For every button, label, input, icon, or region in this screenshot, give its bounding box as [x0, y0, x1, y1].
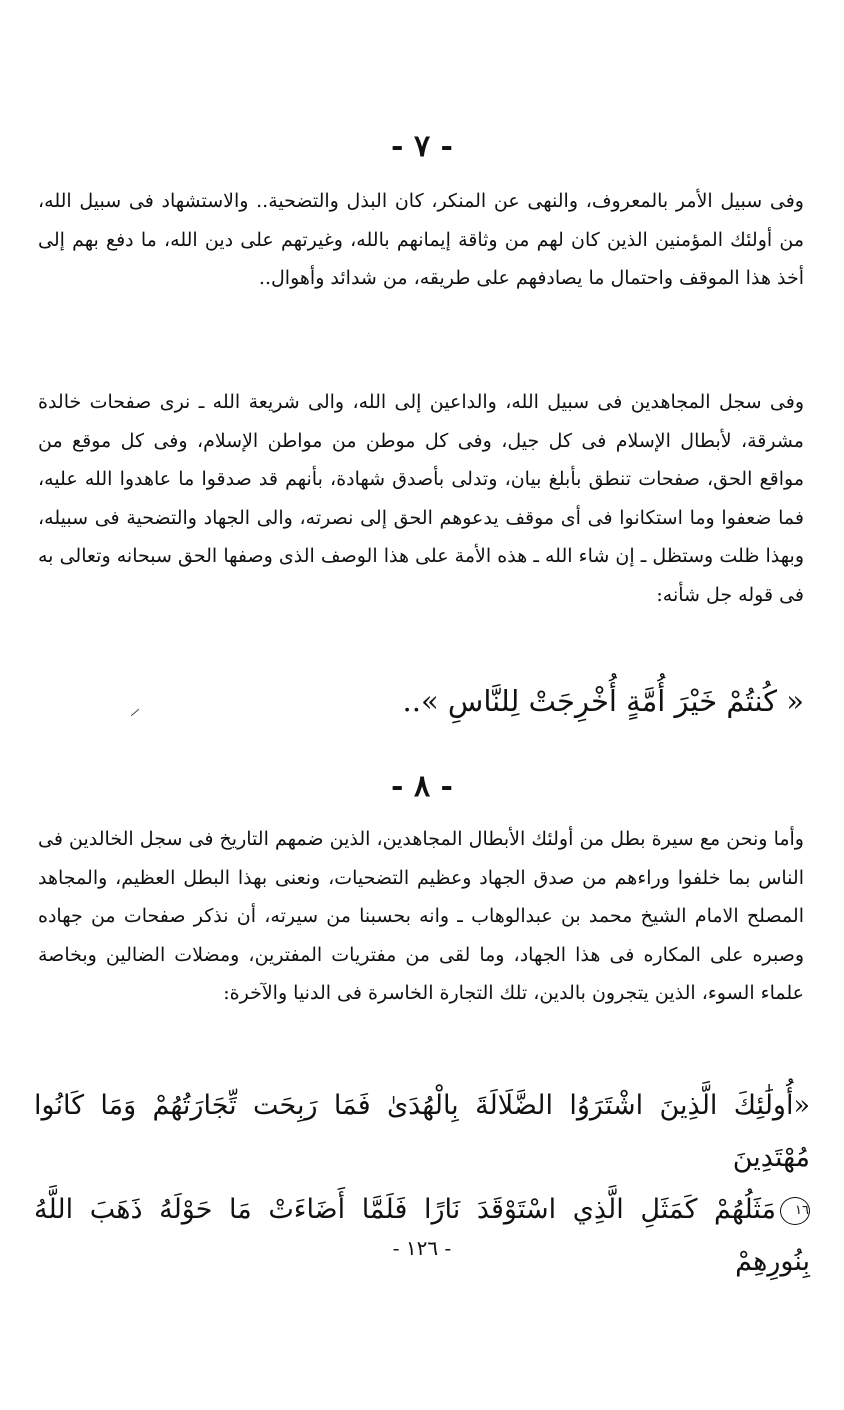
section-number-8: - ٨ -	[391, 769, 453, 804]
section-number-7: - ٧ -	[391, 129, 453, 164]
verse-number-marker: ١٦	[780, 1197, 810, 1225]
quran-verse-line-2-text: مَثَلُهُمْ كَمَثَلِ الَّذِي اسْتَوْقَدَ نَارًا فَلَمَّا أَضَاءَتْ مَا حَوْلَهُ ذَهَبَ اللَّهُ بِنُورِهِمْ	[34, 1194, 810, 1277]
quran-verse-line-1: «أُولَٰئِكَ الَّذِينَ اشْتَرَوُا الضَّلَالَةَ بِالْهُدَىٰ فَمَا رَبِحَت تِّجَارَتُهُمْ وَمَا كَانُوا مُهْتَدِينَ	[34, 1090, 810, 1173]
quran-verse-khayra-umma: « كُنتُمْ خَيْرَ أُمَّةٍ أُخْرِجَتْ لِلنَّاسِ »..	[402, 684, 804, 718]
page-number: - ١٢٦ -	[392, 1236, 452, 1260]
section-7-paragraph-1: وفى سبيل الأمر بالمعروف، والنهى عن المنكر، كان البذل والتضحية.. والاستشهاد فى سبيل الله، من أولئك المؤمنين الذين كان لهم من وثاقة إيمانهم بالله، وغيرتهم على دين الله، ما دفع بهم إلى أخذ هذا الموقف واحتمال ما يصادفهم على طريقه، من شدائد وأهوال..	[38, 190, 804, 289]
section-8-paragraph-1: وأما ونحن مع سيرة بطل من أولئك الأبطال المجاهدين، الذين ضمهم التاريخ فى سجل الخالدين فى الناس بما خلفوا وراءهم من صدق الجهاد وعظيم التضحيات، ونعنى بهذا البطل العظيم، والمجاهد المصلح الامام الشيخ محمد بن عبدالوهاب ـ وانه بحسبنا من سيرته، أن نذكر صفحات من جهاده وصبره على المكاره فى هذا الجهاد، وما لقى من مفتريات المفترين، ومضلات الضالين وبخاصة علماء السوء، الذين يتجرون بالدين، تلك التجارة الخاسرة فى الدنيا والآخرة:	[38, 828, 804, 1004]
section-7-paragraph-2: وفى سجل المجاهدين فى سبيل الله، والداعين إلى الله، والى شريعة الله ـ نرى صفحات خالدة مشرقة، لأبطال الإسلام فى كل جيل، وفى كل موطن من مواطن الإسلام، وفى كل موقع من مواقع الحق، صفحات تنطق بأبلغ بيان، وتدلى بأصدق شهادة، بأنهم قد صدقوا ما عاهدوا الله عليه، فما ضعفوا وما استكانوا فى أى موقف يدعوهم الحق إلى نصرته، والى الجهاد والتضحية فى سبيله، وبهذا ظلت وستظل ـ إن شاء الله ـ هذه الأمة على هذا الوصف الذى وصفها الحق سبحانه وتعالى به فى قوله جل شأنه:	[38, 391, 805, 606]
